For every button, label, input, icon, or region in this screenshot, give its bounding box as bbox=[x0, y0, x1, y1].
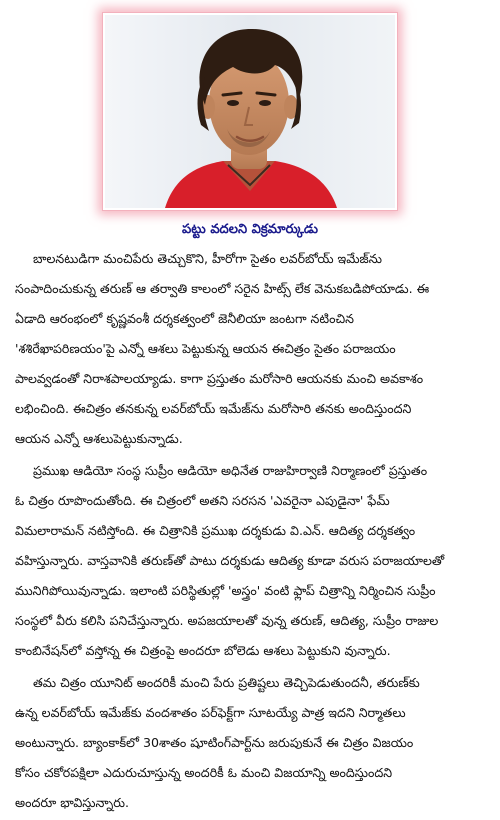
text-line: వహిస్తున్నారు. వాస్తవానికి తరుణ్‌తో పాటు దర్శకుడు ఆదిత్య కూడా వరుస పరాజయాలతో bbox=[15, 553, 445, 568]
actor-portrait-illustration bbox=[105, 15, 395, 208]
article-body bbox=[15, 244, 487, 820]
article-photo bbox=[103, 13, 397, 210]
text-line: తమ చిత్రం యూనిట్ అందరికీ మంచి పేరు ప్రతిష్టలు తెచ్చిపెడుతుందనీ, తరుణ్‌కు bbox=[33, 675, 420, 690]
text-line: కాంబినేషన్‌లో వస్తోన్న ఈ చిత్రంపై అందరూ బోలెడు ఆశలు పెట్టుకుని వున్నారు. bbox=[15, 643, 391, 658]
text-line: ఉన్న లవర్‌బోయ్ ఇమేజ్‌కు వందశాతం పర్‌ఫెక్ట్‌గా సూటయ్యే పాత్ర ఇదని నిర్మాతలు bbox=[15, 705, 406, 720]
text-line: సంపాదించుకున్న తరుణ్ ఆ తర్వాతి కాలంలో సరైన హిట్స్ లేక వెనుకబడిపోయాడు. ఈ bbox=[15, 281, 430, 296]
text-line: లభించింది. ఈచిత్రం తనకున్న లవర్‌బోయ్ ఇమేజ్‌ను మరోసారి తనకు అందిస్తుందని bbox=[15, 401, 412, 416]
text-line: ఓ చిత్రం రూపొందుతోంది. ఈ చిత్రంలో అతని సరసన 'ఎవరైనా ఎపుడైనా' ఫేమ్ bbox=[15, 493, 390, 508]
text-line: మునిగిపోయివున్నాడు. ఇలాంటి పరిస్థితుల్లో 'అస్త్రం' వంటి ఫ్లాప్ చిత్రాన్ని నిర్మించిన సుప్రీం bbox=[15, 583, 436, 598]
text-line: కోసం చకోరపక్షిలా ఎదురుచూస్తున్న అందరికీ ఓ మంచి విజయాన్ని అందిస్తుందని bbox=[15, 765, 393, 780]
text-line: అందరూ భావిస్తున్నారు. bbox=[15, 795, 130, 810]
text-line: బాలనటుడిగా మంచిపేరు తెచ్చుకొని, హీరోగా సైతం లవర్‌బోయ్ ఇమేజ్‌ను bbox=[33, 251, 382, 266]
text-line: పాలవ్వడంతో నిరాశపాలయ్యాడు. కాగా ప్రస్తుతం మరోసారి ఆయనకు మంచి అవకాశం bbox=[15, 371, 424, 386]
text-line: అంటున్నారు. బ్యాంకాక్‌లో 30శాతం షూటింగ్‌పార్ట్‌ను జరుపుకునే ఈ చిత్రం విజయం bbox=[15, 735, 414, 750]
article-paragraph-3 bbox=[15, 668, 487, 818]
article-paragraph-1 bbox=[15, 244, 487, 454]
text-line: 'శశిరేఖాపరిణయం'పై ఎన్నో ఆశలు పెట్టుకున్న ఆయన ఈచిత్రం సైతం పరాజయం bbox=[15, 341, 396, 356]
text-line: ఆయన ఎన్నో ఆశలుపెట్టుకున్నాడు. bbox=[15, 431, 183, 446]
article-paragraph-2 bbox=[15, 456, 487, 666]
article-headline: పట్టు వదలని విక్రమార్కుడు bbox=[182, 222, 318, 237]
text-line: విమలారామన్ నటిస్తోంది. ఈ చిత్రానికి ప్రముఖ దర్శకుడు వి.ఎన్. ఆదిత్య దర్శకత్వం bbox=[15, 523, 416, 538]
text-line: సంస్థలో వీరు కలిసి పనిచేస్తున్నారు. అపజయాలతో వున్న తరుణ్, ఆదిత్య, సుప్రీం రాజుల bbox=[15, 613, 439, 628]
text-line: ఏడాది ఆరంభంలో కృష్ణవంశీ దర్శకత్వంలో జెనీలియా జంటగా నటించిన bbox=[15, 311, 354, 326]
text-line: ప్రముఖ ఆడియో సంస్థ సుప్రీం ఆడియో అధినేత రాజుహిర్వాణి నిర్మాణంలో ప్రస్తుతం bbox=[33, 463, 428, 478]
